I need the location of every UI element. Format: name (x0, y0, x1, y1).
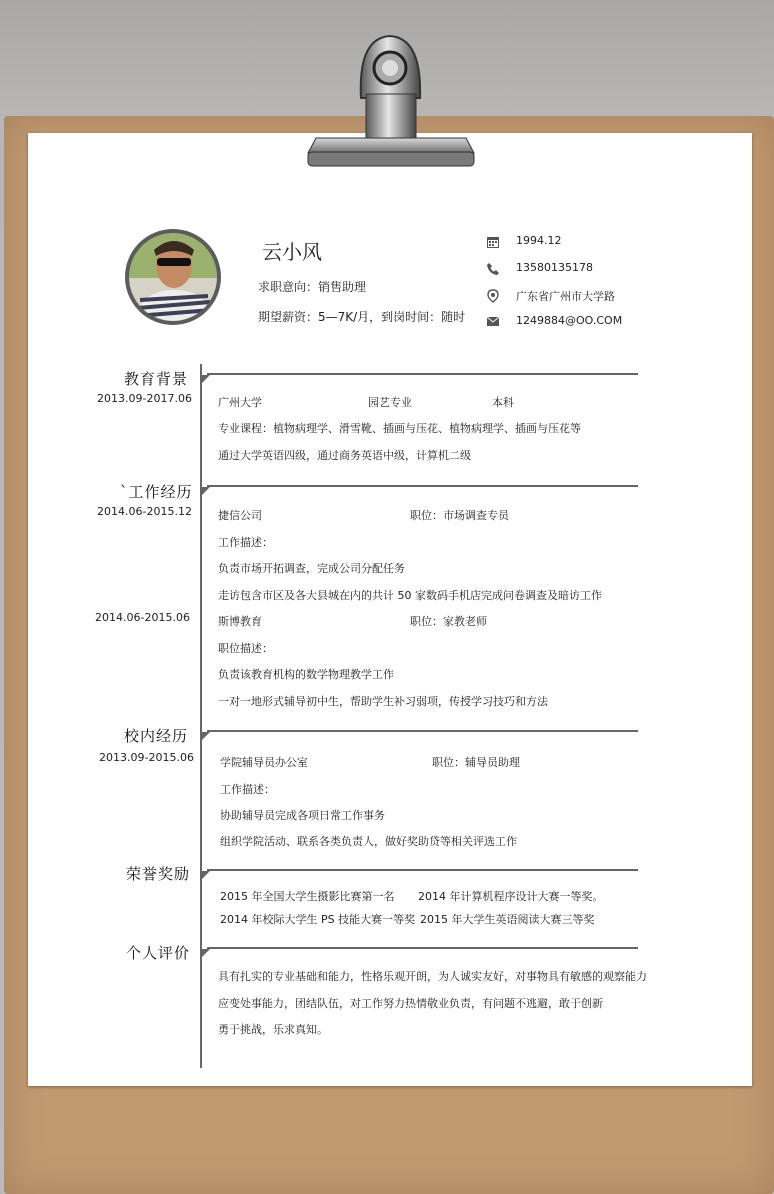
campus-desc-label: 工作描述： (220, 783, 275, 796)
school-name: 广州大学 (218, 396, 262, 409)
section-marker (202, 871, 210, 879)
evaluation-line: 应变处事能力，团结队伍，对工作努力热情敬业负责，有问题不逃避，敢于创新 (218, 997, 603, 1010)
evaluation-line: 勇于挑战，乐求真知。 (218, 1023, 328, 1036)
section-marker (202, 949, 210, 957)
honor-item: 2014 年校际大学生 PS 技能大赛一等奖 (220, 913, 416, 926)
section-title-campus: 校内经历 (124, 727, 189, 745)
section-title-education: 教育背景 (124, 370, 189, 388)
job-objective: 求职意向：销售助理 (258, 280, 367, 294)
job-position: 职位：家教老师 (410, 615, 487, 628)
honor-item: 2014 年计算机程序设计大赛一等奖。 (418, 890, 604, 903)
campus-position: 职位：辅导员助理 (432, 756, 520, 769)
certificates: 通过大学英语四级，通过商务英语中级，计算机二级 (218, 449, 471, 462)
phone-number: 13580135178 (516, 261, 593, 274)
major: 园艺专业 (368, 396, 412, 409)
phone-icon (486, 261, 500, 275)
section-marker (202, 732, 210, 740)
job-desc-line: 负责市场开拓调查，完成公司分配任务 (218, 562, 405, 575)
section-marker (202, 487, 210, 495)
evaluation-line: 具有扎实的专业基础和能力，性格乐观开朗，为人诚实友好，对事物具有敏感的观察能力 (218, 970, 647, 983)
avatar (124, 228, 222, 326)
job-desc-label: 工作描述： (218, 536, 273, 549)
job-company: 捷信公司 (218, 509, 262, 522)
job-company: 斯博教育 (218, 615, 262, 628)
job-date: 2014.06-2015.12 (97, 505, 192, 518)
job-date: 2014.06-2015.06 (95, 611, 190, 624)
education-date: 2013.09-2017.06 (97, 392, 192, 405)
job-desc-line: 负责该教育机构的数学物理教学工作 (218, 668, 394, 681)
salary-expectation: 期望薪资：5—7K/月，到岗时间：随时 (258, 310, 466, 324)
email: 1249884@OO.COM (516, 314, 623, 327)
section-rule (207, 730, 638, 732)
section-title-work: `工作经历 (120, 483, 193, 501)
address: 广东省广州市大学路 (516, 290, 615, 303)
degree: 本科 (492, 396, 514, 409)
section-rule (207, 947, 638, 949)
job-desc-line: 一对一地形式辅导初中生，帮助学生补习弱项，传授学习技巧和方法 (218, 695, 548, 708)
job-position: 职位：市场调查专员 (410, 509, 509, 522)
calendar-icon (486, 234, 500, 248)
courses: 专业课程：植物病理学、滑雪靴、插画与压花、植物病理学、插画与压花等 (218, 422, 581, 435)
birth-date: 1994.12 (516, 234, 562, 247)
section-marker (202, 375, 210, 383)
honor-item: 2015 年全国大学生摄影比赛第一名 (220, 890, 395, 903)
honor-item: 2015 年大学生英语阅读大赛三等奖 (420, 913, 595, 926)
timeline-rule (200, 364, 202, 1068)
job-desc-label: 职位描述： (218, 642, 273, 655)
campus-desc-line: 协助辅导员完成各项日常工作事务 (220, 809, 385, 822)
campus-org: 学院辅导员办公室 (220, 756, 308, 769)
campus-date: 2013.09-2015.06 (99, 751, 194, 764)
job-desc-line: 走访包含市区及各大县城在内的共计 50 家数码手机店完成问卷调查及暗访工作 (218, 589, 602, 602)
section-rule (207, 373, 638, 375)
section-rule (207, 869, 638, 871)
section-title-evaluation: 个人评价 (126, 944, 191, 962)
campus-desc-line: 组织学院活动、联系各类负责人，做好奖助贷等相关评选工作 (220, 835, 517, 848)
candidate-name: 云小风 (262, 240, 322, 264)
section-rule (207, 485, 638, 487)
mail-icon (486, 313, 500, 327)
section-title-honors: 荣誉奖励 (126, 865, 191, 883)
location-icon (486, 288, 500, 302)
binder-clip-icon (306, 28, 476, 178)
